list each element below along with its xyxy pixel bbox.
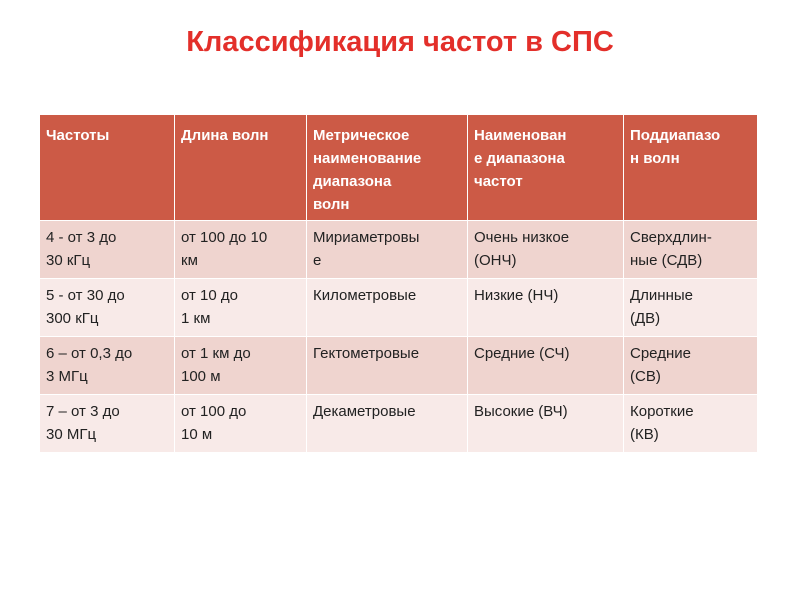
cell-line: 7 – от 3 до [46,403,120,420]
table-cell [175,395,307,453]
cell-line: Декаметровые [313,403,416,420]
header-line: Частоты [46,127,110,144]
cell-line: Очень низкое [474,229,570,246]
table-cell [468,395,624,453]
cell-line: ные (СДВ) [630,252,703,269]
header-frequency-band-name [468,115,624,221]
cell-line: 30 МГц [46,426,97,443]
header-line: е диапазона [474,150,565,167]
slide-title: Классификация частот в СПС [186,26,614,58]
table-cell [307,221,468,279]
cell-line: 3 МГц [46,368,88,385]
table-cell [40,395,175,453]
header-line: Метрическое [313,127,410,144]
header-line: Длина волн [181,127,269,144]
table-row [40,221,758,279]
cell-line: от 100 до [181,403,247,420]
table-cell [307,279,468,337]
table-cell [624,279,758,337]
cell-line: 10 м [181,426,213,443]
table-cell [307,337,468,395]
table-cell [40,221,175,279]
table-cell [307,395,468,453]
table-cell [624,337,758,395]
cell-line: Низкие (НЧ) [474,287,559,304]
cell-line: Сверхдлин- [630,229,712,246]
header-metric-band-name [307,115,468,221]
header-line: н волн [630,150,680,167]
table-cell [468,279,624,337]
cell-line: 5 - от 30 до [46,287,125,304]
header-line: диапазона [313,173,392,190]
cell-line: км [181,252,198,269]
header-line: Наименован [474,127,567,144]
table-cell [175,337,307,395]
cell-line: 1 км [181,310,211,327]
cell-line: 6 – от 0,3 до [46,345,133,362]
cell-line: Гектометровые [313,345,420,362]
cell-line: Короткие [630,403,694,420]
header-frequencies [40,115,175,221]
cell-line: 100 м [181,368,221,385]
cell-line: Километровые [313,287,417,304]
header-line: Поддиапазо [630,127,721,144]
cell-line: е [313,252,322,269]
cell-line: от 100 до 10 [181,229,268,246]
table-cell [624,221,758,279]
cell-line: Высокие (ВЧ) [474,403,568,420]
header-wave-subrange [624,115,758,221]
header-line: волн [313,196,350,213]
table-cell [175,279,307,337]
table-row [40,279,758,337]
header-line: наименование [313,150,422,167]
table-cell [468,221,624,279]
header-line: частот [474,173,523,190]
table-cell [40,337,175,395]
table-row [40,337,758,395]
header-wavelength [175,115,307,221]
cell-line: от 10 до [181,287,238,304]
cell-line: Длинные [630,287,693,304]
cell-line: Средние (СЧ) [474,345,570,362]
table-header-row [40,115,758,221]
cell-line: (СВ) [630,368,661,385]
frequency-classification-table [39,114,758,453]
table-cell [468,337,624,395]
cell-line: 30 кГц [46,252,91,269]
table-row [40,395,758,453]
cell-line: от 1 км до [181,345,251,362]
table-cell [40,279,175,337]
cell-line: (ДВ) [630,310,661,327]
cell-line: Мириаметровы [313,229,420,246]
cell-line: 300 кГц [46,310,99,327]
cell-line: 4 - от 3 до [46,229,117,246]
table-cell [624,395,758,453]
table-cell [175,221,307,279]
cell-line: (ОНЧ) [474,252,517,269]
cell-line: Средние [630,345,691,362]
cell-line: (КВ) [630,426,659,443]
